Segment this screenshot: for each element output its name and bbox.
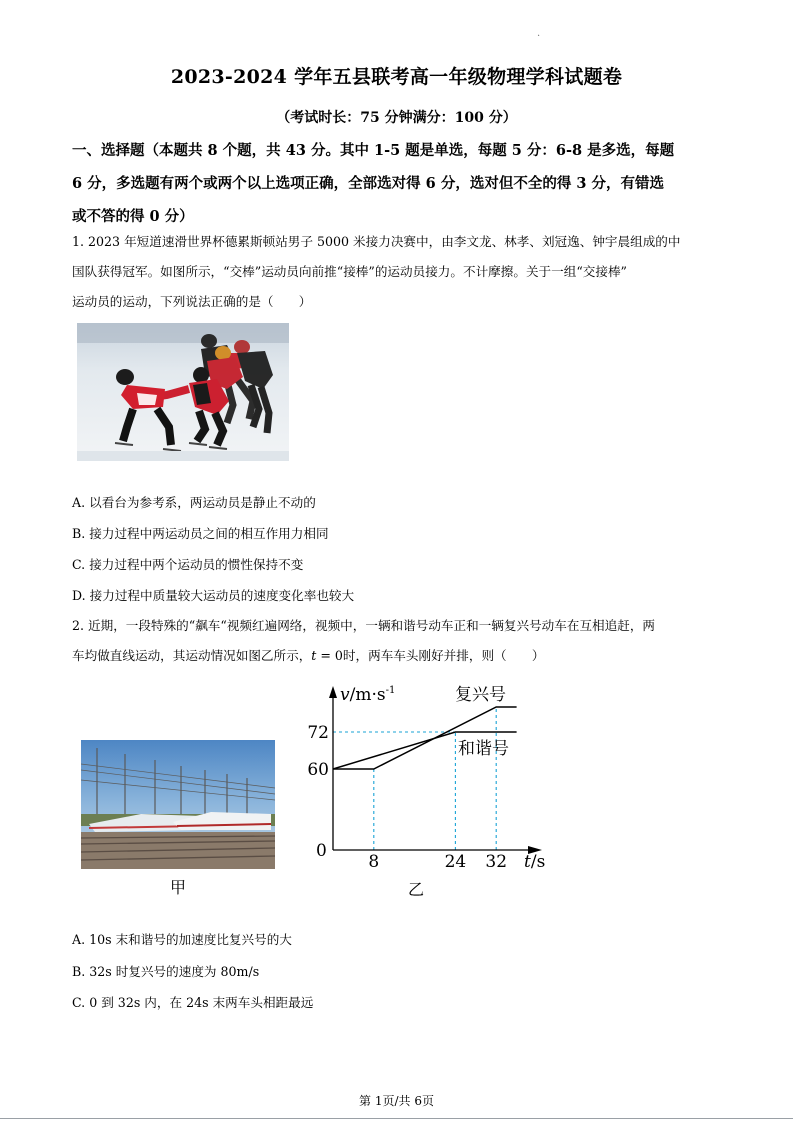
origin-label: 0: [316, 841, 327, 861]
series-line-0: [333, 707, 517, 769]
y-axis-arrow: [329, 686, 337, 698]
q1-option-d: D. 接力过程中质量较大运动员的速度变化率也较大: [72, 588, 355, 603]
y-axis-label-exp: -1: [385, 685, 396, 696]
trains-photo-illustration: [81, 740, 275, 869]
q1-option-c: C. 接力过程中两个运动员的惯性保持不变: [72, 557, 304, 572]
series-fuxing-label: 复兴号: [455, 685, 506, 705]
figure-jia-caption: 甲: [170, 878, 187, 897]
y-tick-label-60: 60: [307, 760, 329, 780]
chart-text: [307, 685, 545, 872]
q1-line-3: 运动员的运动，下列说法正确的是（ ）: [72, 294, 312, 309]
q1-option-a: A. 以看台为参考系，两运动员是静止不动的: [72, 495, 316, 510]
q2-option-a: A. 10s 末和谐号的加速度比复兴号的大: [72, 932, 292, 947]
question-1-stem: [72, 227, 732, 317]
exam-info: （考试时长：75 分钟满分：100 分）: [276, 110, 517, 126]
chart-series: [333, 707, 517, 769]
q1-line-2: 国队获得冠军。如图所示，“交棒”运动员向前推“接棒”的运动员接力。不计摩擦。关于一组“交接棒”: [72, 264, 627, 279]
q2-t-symbol: t: [311, 648, 317, 663]
x-axis-label-t: t: [524, 852, 531, 872]
velocity-time-chart: [300, 676, 560, 894]
q2-line-2-b: 时，两车车头刚好并排，则（ ）: [342, 648, 545, 663]
page-footer: 第 1页/共 6页: [359, 1094, 434, 1108]
section-instructions: [72, 134, 732, 233]
x-tick-label-24: 24: [444, 852, 467, 872]
header-dot: .: [537, 28, 541, 39]
q2-option-b: B. 32s 时复兴号的速度为 80m/s: [72, 964, 260, 979]
chart-guides: [333, 707, 496, 850]
skating-relay-photo: [77, 323, 289, 461]
section-line-2: 6 分，多选题有两个或两个以上选项正确，全部选对得 6 分，选对但不全的得 3 分，有错选: [72, 175, 665, 192]
q2-option-c: C. 0 到 32s 内，在 24s 末两车头相距最远: [72, 995, 314, 1010]
y-tick-label-72: 72: [307, 723, 329, 743]
question-2-stem: [72, 611, 732, 671]
section-line-3: 或不答的得 0 分）: [72, 208, 194, 225]
q2-line-1: 2. 近期，一段特殊的“飙车“视频红遍网络，视频中，一辆和谐号动车正和一辆复兴号动车在互相追赶，两: [72, 618, 656, 633]
skating-photo-illustration: [77, 323, 289, 461]
trains-photo: [81, 740, 275, 869]
section-line-1: 一、选择题（本题共 8 个题，共 43 分。其中 1-5 题是单选，每题 5 分：6-8 是多选，每题: [72, 142, 675, 159]
y-axis-label-v: v: [340, 685, 350, 705]
q2-line-2-a: 车均做直线运动，其运动情况如图乙所示，: [72, 648, 312, 663]
x-axis-label: [524, 852, 545, 872]
q1-option-b: B. 接力过程中两运动员之间的相互作用力相同: [72, 526, 329, 541]
y-axis-label: [340, 685, 395, 705]
q1-line-1: 1. 2023 年短道速滑世界杯德累斯顿站男子 5000 米接力决赛中，由李文龙、林孝、刘冠逸、钟宇晨组成的中: [72, 234, 681, 249]
y-axis-label-unit: /m·s: [349, 685, 386, 705]
figure-yi-caption: 乙: [408, 880, 425, 899]
series-hexie-label: 和谐号: [458, 739, 509, 759]
q2-line-2: [72, 641, 732, 671]
x-tick-label-8: 8: [368, 852, 380, 872]
x-tick-label-32: 32: [485, 852, 508, 872]
x-axis-label-unit: /s: [530, 852, 546, 872]
chart-axes: [329, 686, 542, 854]
bottom-rule: [0, 1118, 793, 1119]
q2-t-eq: = 0: [316, 648, 343, 663]
page-title: 2023-2024 学年五县联考高一年级物理学科试题卷: [170, 66, 623, 88]
